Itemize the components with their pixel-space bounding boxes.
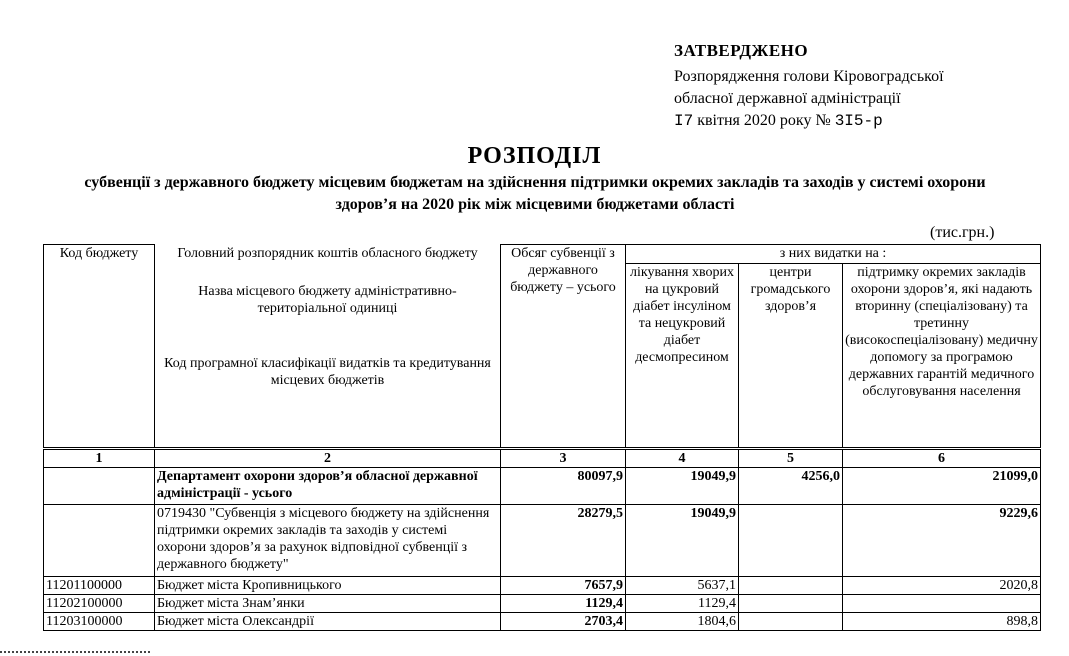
approval-block — [674, 40, 944, 132]
document-subtitle: субвенції з державного бюджету місцевим бюджетам на здійснення підтримки окремих закладів та заходів у системі охорони здоров’я на 2020 рік між місцевими бюджетами області — [84, 174, 986, 213]
column-number: 2 — [155, 449, 501, 468]
table-row — [44, 595, 1041, 613]
column-number: 4 — [626, 449, 739, 468]
approval-order-number: 3I5-р — [834, 112, 883, 130]
approval-date-text: квітня 2020 року № — [697, 112, 831, 129]
approval-date-line — [674, 110, 944, 132]
cell-support: 21099,0 — [843, 468, 1041, 505]
column-number: 3 — [501, 449, 626, 468]
approval-line-1: Розпорядження голови Кіровоградської — [674, 68, 944, 85]
cell-support: 2020,8 — [843, 577, 1041, 595]
header-local-budget-name: Назва місцевого бюджету адміністративно-територіальної одиниці — [155, 283, 501, 355]
cell-code — [44, 505, 155, 577]
units-label: (тис.грн.) — [930, 224, 995, 241]
header-support: підтримку окремих закладів охорони здоров’я, які надають вторинну (спеціалізовану) та третинну (високоспеціалізовану) медичну допомогу за програмою державних гарантій медичного обслуговування населення — [843, 264, 1041, 449]
scan-artifact-line — [0, 651, 150, 655]
header-program-code: Код програмної класифікації видатків та кредитування місцевих бюджетів — [155, 355, 501, 449]
header-volume: Обсяг субвенції з державного бюджету – усього — [501, 245, 626, 449]
cell-insulin: 1129,4 — [626, 595, 739, 613]
cell-centers — [739, 505, 843, 577]
cell-code: 11203100000 — [44, 613, 155, 631]
column-number: 6 — [843, 449, 1041, 468]
cell-insulin: 5637,1 — [626, 577, 739, 595]
cell-name: Департамент охорони здоров’я обласної державної адміністрації - усього — [155, 468, 501, 505]
header-manager: Головний розпорядник коштів обласного бюджету — [155, 245, 501, 283]
cell-support: 9229,6 — [843, 505, 1041, 577]
cell-code: 11201100000 — [44, 577, 155, 595]
approval-line-2: обласної державної адміністрації — [674, 90, 901, 107]
cell-insulin: 1804,6 — [626, 613, 739, 631]
cell-insulin: 19049,9 — [626, 505, 739, 577]
cell-total: 7657,9 — [501, 577, 626, 595]
table-row-program — [44, 505, 1041, 577]
table-row — [44, 577, 1041, 595]
cell-code — [44, 468, 155, 505]
header-budget-code: Код бюджету — [44, 245, 155, 449]
table-row — [44, 613, 1041, 631]
cell-support — [843, 595, 1041, 613]
distribution-table — [43, 244, 1041, 631]
cell-centers — [739, 613, 843, 631]
header-insulin: лікування хворих на цукровий діабет інсуліном та нецукровий діабет десмопресином — [626, 264, 739, 449]
cell-total: 28279,5 — [501, 505, 626, 577]
cell-total: 80097,9 — [501, 468, 626, 505]
column-number: 1 — [44, 449, 155, 468]
cell-name: Бюджет міста Знам’янки — [155, 595, 501, 613]
cell-name: 0719430 "Субвенція з місцевого бюджету на здійснення підтримки окремих закладів та заходів у системі охорони здоров’я за рахунок відповідної субвенції з державного бюджету" — [155, 505, 501, 577]
document-title: РОЗПОДІЛ — [467, 143, 602, 169]
header-of-which: з них видатки на : — [626, 245, 1041, 264]
column-number: 5 — [739, 449, 843, 468]
approval-heading: ЗАТВЕРДЖЕНО — [674, 41, 809, 60]
cell-insulin: 19049,9 — [626, 468, 739, 505]
cell-total: 1129,4 — [501, 595, 626, 613]
cell-name: Бюджет міста Олександрії — [155, 613, 501, 631]
cell-centers — [739, 595, 843, 613]
cell-name: Бюджет міста Кропивницького — [155, 577, 501, 595]
cell-support: 898,8 — [843, 613, 1041, 631]
cell-centers — [739, 577, 843, 595]
cell-centers: 4256,0 — [739, 468, 843, 505]
table-row-department — [44, 468, 1041, 505]
cell-code: 11202100000 — [44, 595, 155, 613]
cell-total: 2703,4 — [501, 613, 626, 631]
header-centers: центри громадського здоров’я — [739, 264, 843, 449]
approval-day: I7 — [674, 112, 694, 130]
